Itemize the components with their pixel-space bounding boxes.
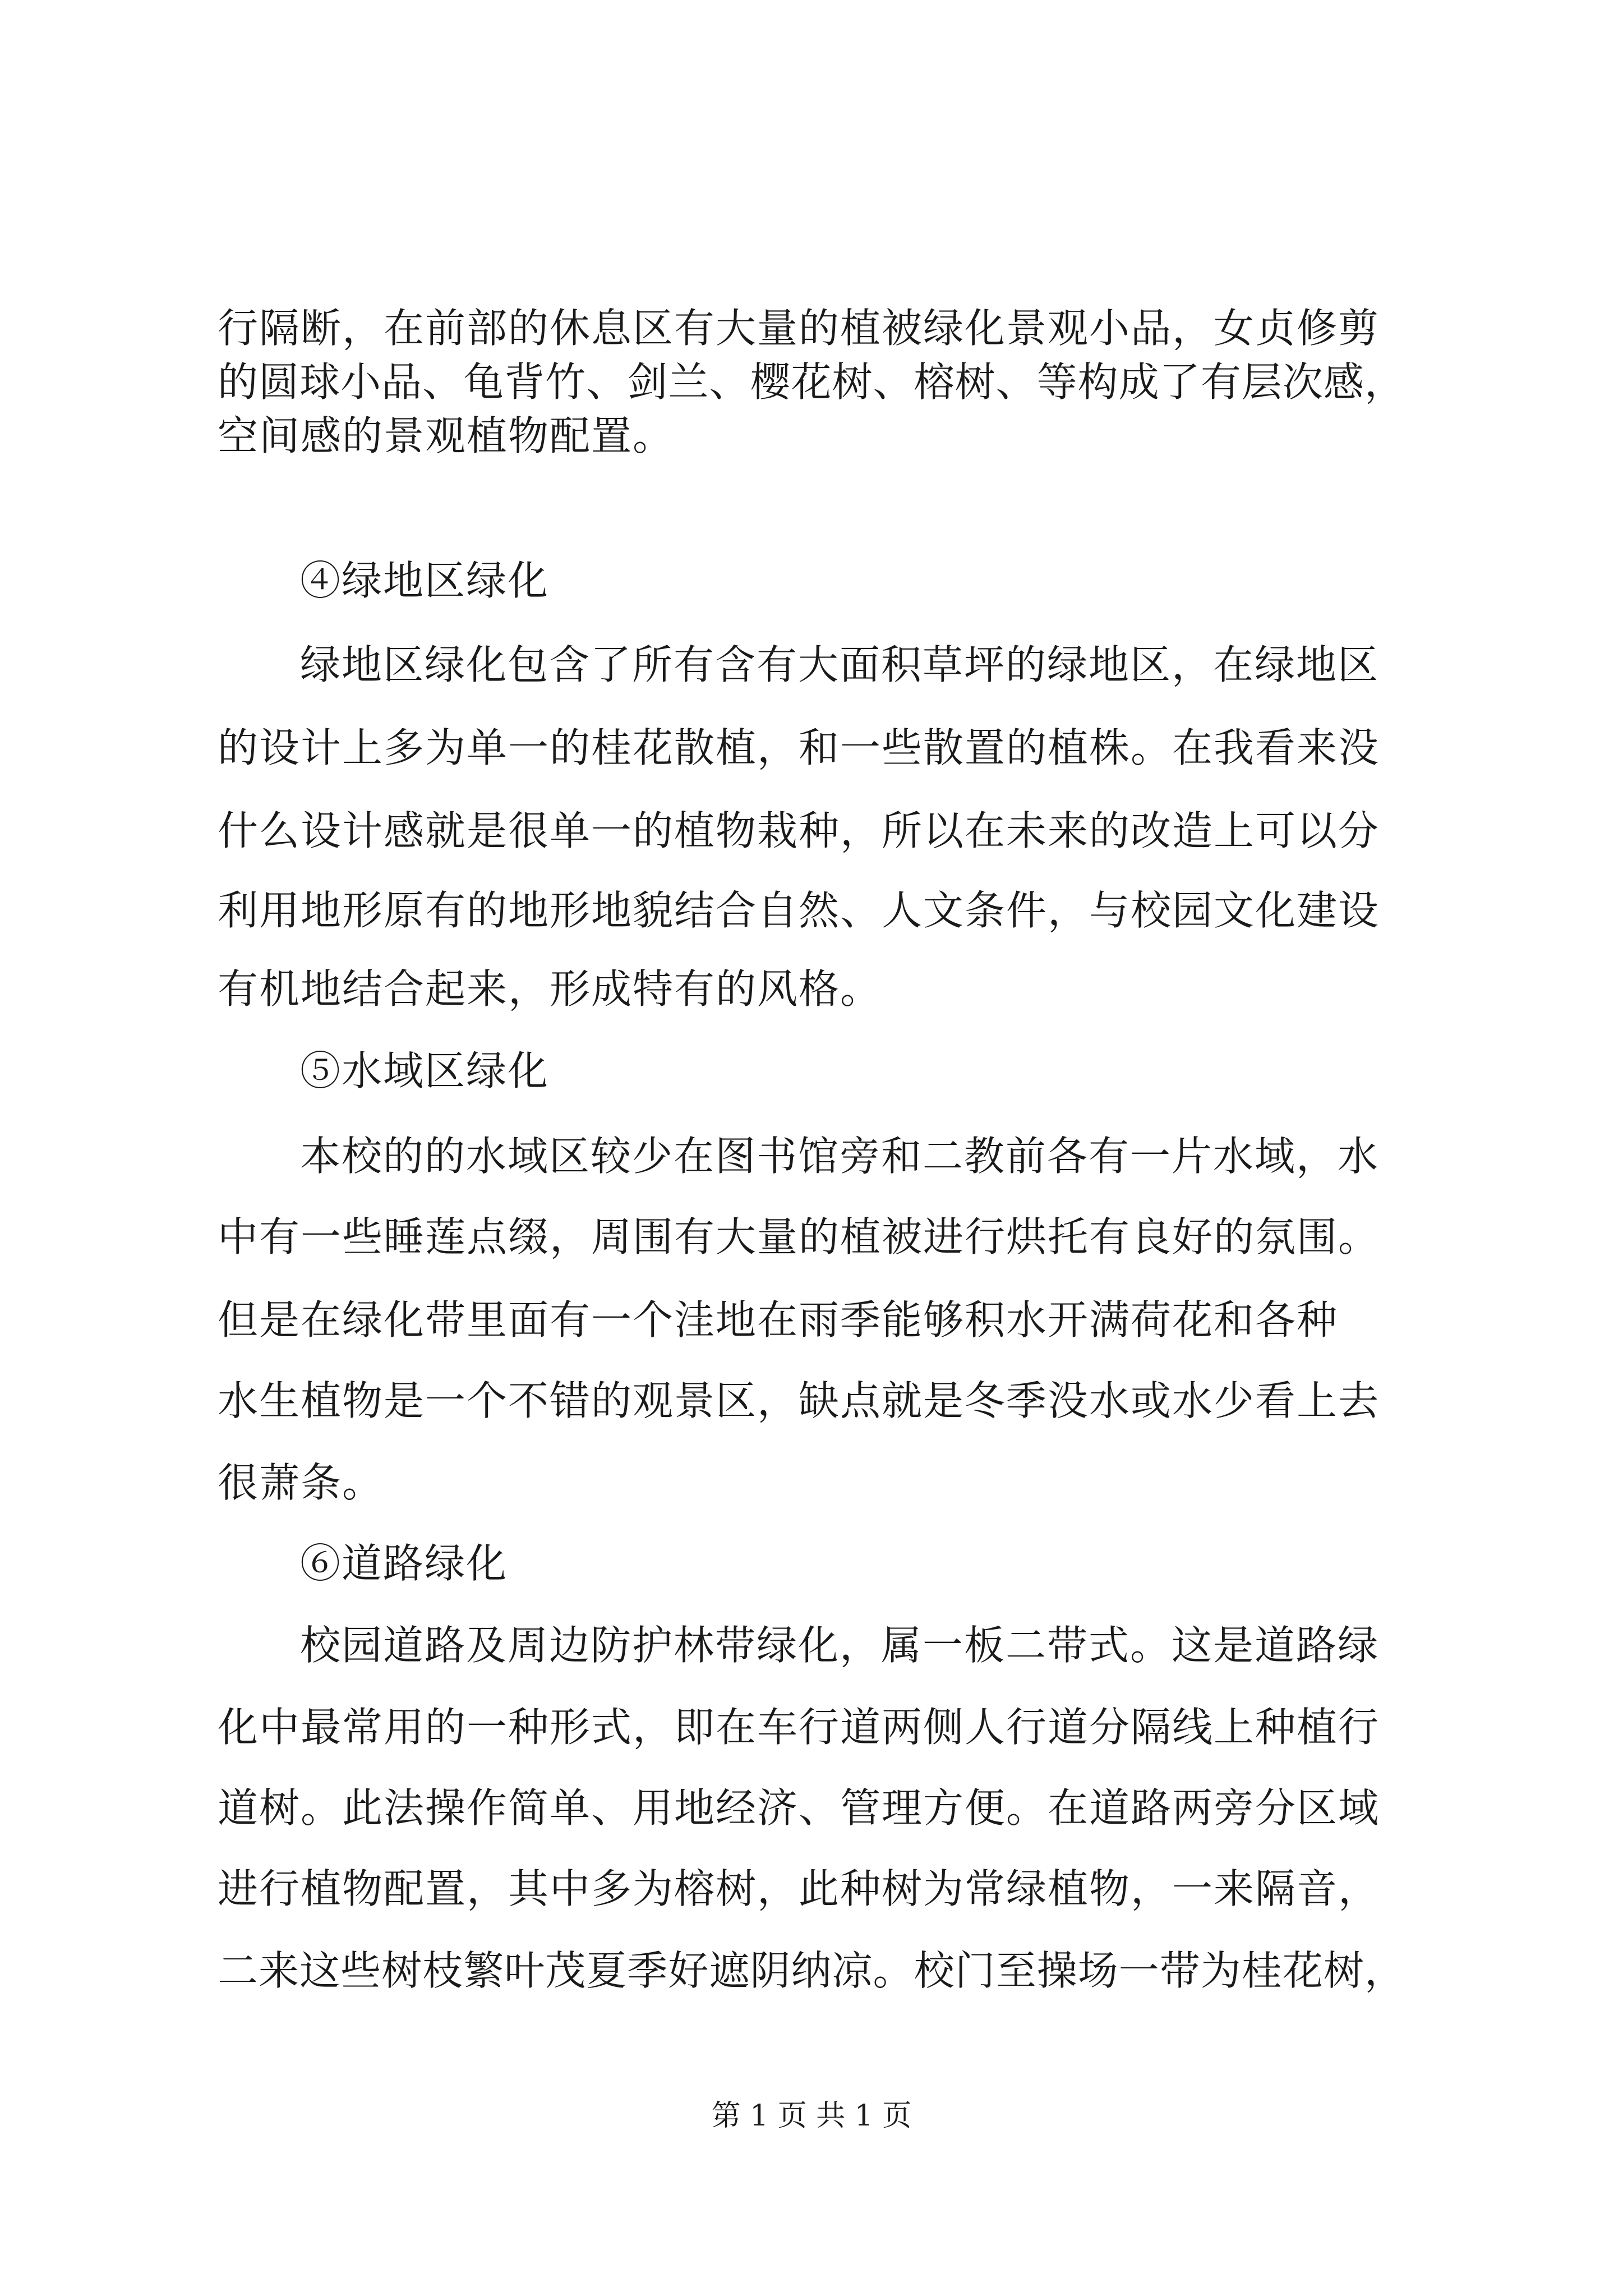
body-text-line: 中有一些睡莲点缀，周围有大量的植被进行烘托有良好的氛围。 [218, 1213, 1380, 1260]
body-text-line: 二来这些树枝繁叶茂夏季好遮阴纳凉。校门至操场一带为桂花树， [218, 1947, 1406, 1994]
body-text-line: 化中最常用的一种形式，即在车行道两侧人行道分隔线上种植行 [218, 1704, 1380, 1751]
page-number-footer: 第 1 页 共 1 页 [711, 2099, 912, 2133]
body-text-line: 本校的的水域区较少在图书馆旁和二教前各有一片水域，水 [300, 1133, 1380, 1180]
body-text-line: 绿地区绿化包含了所有含有大面积草坪的绿地区，在绿地区 [300, 641, 1380, 688]
body-text-line: 什么设计感就是很单一的植物栽种，所以在未来的改造上可以分 [218, 807, 1380, 854]
body-text-line: 但是在绿化带里面有一个洼地在雨季能够积水开满荷花和各种 [218, 1296, 1339, 1343]
body-text-line: 校园道路及周边防护林带绿化，属一板二带式。这是道路绿 [300, 1622, 1380, 1669]
body-text-line: 行隔断，在前部的休息区有大量的植被绿化景观小品，女贞修剪 [218, 305, 1380, 352]
body-text-line: 有机地结合起来，形成特有的风格。 [218, 965, 882, 1013]
body-text-line: 很萧条。 [218, 1459, 384, 1506]
body-text-line: 的设计上多为单一的桂花散植，和一些散置的植株。在我看来没 [218, 724, 1380, 771]
section-heading: ④绿地区绿化 [300, 557, 550, 604]
body-text-line: 利用地形原有的地形地貌结合自然、人文条件，与校园文化建设 [218, 887, 1380, 934]
body-text-line: 道树。此法操作简单、用地经济、管理方便。在道路两旁分区域 [218, 1784, 1380, 1832]
body-text-line: 水生植物是一个不错的观景区，缺点就是冬季没水或水少看上去 [218, 1377, 1380, 1424]
body-text-line: 空间感的景观植物配置。 [218, 412, 675, 459]
body-text-line: 进行植物配置，其中多为榕树，此种树为常绿植物，一来隔音， [218, 1865, 1380, 1912]
section-heading: ⑥道路绿化 [300, 1540, 508, 1587]
section-heading: ⑤水域区绿化 [300, 1047, 550, 1094]
body-text-line: 的圆球小品、龟背竹、剑兰、樱花树、榕树、等构成了有层次感， [218, 358, 1406, 406]
